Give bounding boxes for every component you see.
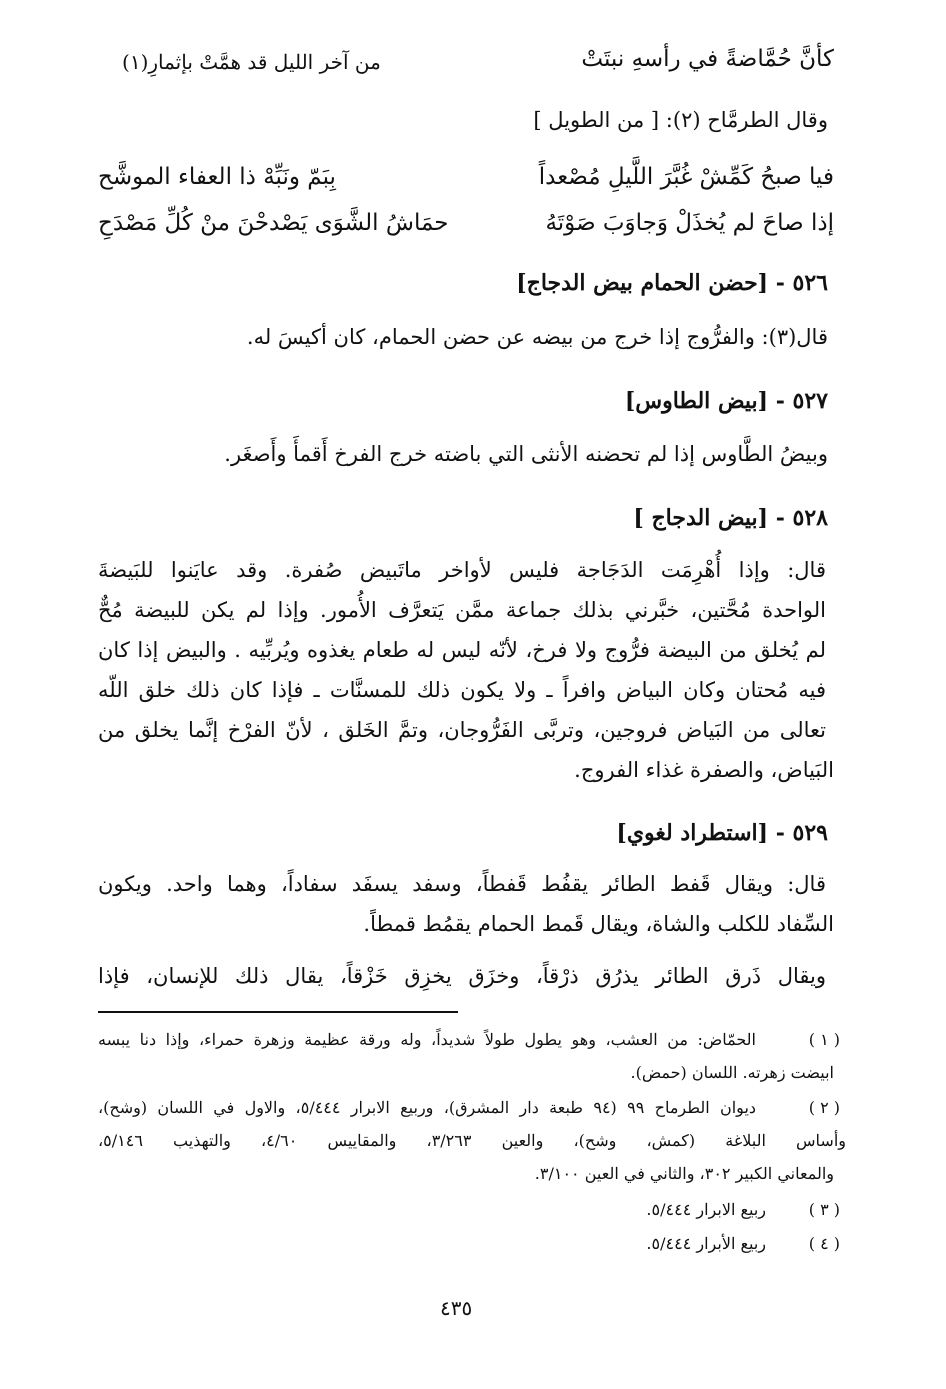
footnote-line: والمعاني الكبير ٣٠٢، والثاني في العين ٣/١٠٠.	[534, 1164, 834, 1183]
section-title: [حضن الحمام بيض الدجاج]	[516, 270, 769, 296]
section-heading-527: ٥٢٧ - [بيض الطاوس]	[624, 388, 828, 414]
paragraph-line: ويقال ذَرق الطائر يذرُق ذرْقاً، وخزَق يخزِق خَزْقاً، يقال ذلك للإنسان، فإذا	[98, 964, 826, 988]
footnote-label-1: ( ١ )	[808, 1030, 840, 1049]
section-title: [بيض الدجاج ]	[633, 505, 769, 531]
section-heading-528: ٥٢٨ - [بيض الدجاج ]	[633, 505, 828, 531]
paragraph-line: قال(٣): والفرُّوج إذا خرج من بيضه عن حضن الحمام، كان أكيسَ له.	[246, 325, 828, 349]
poem2-line2-first-hemistich: إذا صاحَ لم يُخذَلْ وَجاوَبَ صَوْتَهُ	[545, 210, 834, 236]
paragraph-line: لم يُخلق من البيضة فرُّوج ولا فرخ، لأنّه ليس له طعام يغذوه ويُربِّيه . والبيض إذا كان	[98, 638, 826, 662]
footnote-line: ابيضت زهرته. اللسان (حمض).	[630, 1063, 834, 1082]
section-heading-529: ٥٢٩ - [استطراد لغوي]	[616, 820, 828, 846]
paragraph-line: البَياض، والصفرة غذاء الفروج.	[574, 758, 834, 782]
verse-intro-tirimmah: وقال الطرمَّاح (٢): [ من الطويل ]	[533, 108, 828, 132]
poem2-line1-second-hemistich: بِبَمّ ونَبِّهْ ذا العفاء الموشَّح	[98, 164, 336, 190]
footnote-label-4: ( ٤ )	[808, 1234, 840, 1253]
footnote-label-3: ( ٣ )	[808, 1200, 840, 1219]
section-number: ٥٢٦	[792, 270, 828, 296]
paragraph-line: قال: وإذا أُهْرِمَت الدَجَاجة فليس لأواخر ماتَبيض صُفرة. وقد عايَنوا للبَيضةَ	[98, 558, 826, 582]
footnote-line: ربيع الأبرار ٥/٤٤٤.	[646, 1234, 766, 1253]
section-number: ٥٢٧	[792, 388, 828, 414]
footnote-line: وأساس البلاغة (كمش، وشح)، والعين ٣/٢٦٣، والمقاييس ٤/٦٠، والتهذيب ٥/١٤٦،	[98, 1131, 846, 1150]
poem1-second-hemistich: من آخر الليل قد همَّتْ بإثمارِ(١)	[122, 50, 381, 74]
footnote-divider	[98, 1011, 458, 1013]
paragraph-line: وبيضُ الطَّاوس إذا لم تحضنه الأنثى التي باضته خرج الفرخ أَقمأَ وأَصغَر.	[224, 442, 828, 466]
page-number: ٤٣٥	[440, 1296, 473, 1320]
poem2-line1-first-hemistich: فيا صبحُ كَمِّشْ غُبَّرَ اللَّيلِ مُصْعداً	[538, 164, 834, 190]
paragraph-line: فيه مُحتان وكان البياض وافراً ـ ولا يكون ذلك للمسنَّات ـ فإذا كان ذلك خلق اللّه	[98, 678, 826, 702]
footnote-line: ربيع الابرار ٥/٤٤٤.	[646, 1200, 766, 1219]
section-title: [بيض الطاوس]	[624, 388, 769, 414]
section-number: ٥٢٨	[792, 505, 828, 531]
section-title: [استطراد لغوي]	[616, 820, 769, 846]
poem2-line2-second-hemistich: حمَاشُ الشَّوَى يَصْدحْنَ منْ كُلِّ مَصْدَحِ	[98, 210, 449, 236]
footnote-label-2: ( ٢ )	[808, 1098, 840, 1117]
paragraph-line: السِّفاد للكلب والشاة، ويقال قَمط الحمام يقمُط قمطاً.	[363, 912, 834, 936]
paragraph-line: قال: ويقال قَفط الطائر يقفُط قَفطاً، وسفد يسفَد سفاداً، وهما واحد. ويكون	[98, 872, 826, 896]
footnote-line: ديوان الطرماح ٩٩ (٩٤ طبعة دار المشرق)، وربيع الابرار ٥/٤٤٤، والاول في اللسان (وشح)،	[98, 1098, 757, 1117]
paragraph-line: تعالى من البَياض فروجين، وتربَّى الفَرُّوجان، وتمَّ الخَلق ، لأنّ الفرْخ إنَّما يخلق من	[98, 718, 826, 742]
footnote-line: الحمّاض: من العشب، وهو يطول طولاً شديداً، وله ورقة عظيمة وزهرة حمراء، وإذا دنا يبسه	[98, 1030, 756, 1049]
section-heading-526: ٥٢٦ - [حضن الحمام بيض الدجاج]	[516, 270, 828, 296]
poem1-first-hemistich: كأنَّ حُمَّاضةً في رأسهِ نبتَتْ	[581, 46, 834, 72]
section-number: ٥٢٩	[792, 820, 828, 846]
paragraph-line: الواحدة مُحَّتين، خبَّرني بذلك جماعة ممَّن يَتعرَّف الأُمور. وإذا لم يكن للبيضة مُحٌّ	[98, 598, 826, 622]
